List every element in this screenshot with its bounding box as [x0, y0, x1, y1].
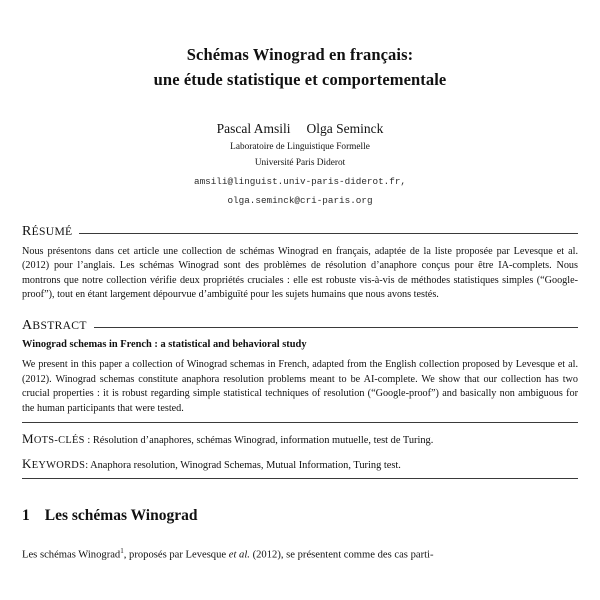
author-email-2: olga.seminck@cri-paris.org	[227, 195, 373, 206]
keywords-fr-value: Résolution d’anaphores, schémas Winograd, information mutuelle, test de Turing.	[92, 434, 434, 446]
keywords-en	[22, 457, 578, 473]
resume-heading-rule	[79, 233, 578, 234]
title-block	[22, 0, 578, 92]
resume-text: Nous présentons dans cet article une collection de schémas Winograd en français, adaptée de la liste proposée par Levesque et al. (2012) pour l’anglais. Les schémas Winograd sont des problèmes de résolution d’anaphore conçus pour être IA-complets. Nous montrons que notre collection vérifie deux propriétés cruciales : elle est robuste vis-à-vis de méthodes statistiques simples (“Google-proof”), tout en étant largement dépourvue d’ambiguïté pour les sujets humains que nous avons testés.	[22, 246, 578, 300]
page-title-line-1: Schémas Winograd en français:	[186, 45, 414, 64]
abstract-heading-label	[22, 318, 87, 334]
abstract-heading-initial: A	[22, 318, 33, 334]
keywords-en-value: Anaphora resolution, Winograd Schemas, Mutual Information, Turing test.	[90, 459, 401, 471]
affiliation-line-1: Laboratoire de Linguistique Formelle	[230, 142, 370, 152]
keywords-en-separator: :	[85, 459, 91, 471]
section-1-paragraph-part-3: (2012), se présentent comme des cas parti-	[249, 549, 434, 561]
keywords-en-label-initial: K	[22, 455, 32, 471]
author-name-1: Pascal Amsili	[216, 121, 291, 136]
resume-heading-initial: R	[22, 224, 32, 239]
keywords-fr	[22, 432, 578, 448]
keywords-bottom-rule	[22, 478, 578, 479]
section-1-number: 1	[22, 506, 30, 524]
section-1-paragraph-part-2: , proposés par Levesque	[123, 549, 229, 561]
abstract-text: We present in this paper a collection of Winograd schemas in French, adapted from the English collection proposed by Levesque et al. (2012). Winograd schemas constitute anaphora resolution problems meant to be AI-complete. We show that our collection has two crucial properties : it is robust regarding simple statistical techniques of resolution (“Google-proof”) and basically non ambiguous for the human participants that were tested.	[22, 359, 578, 414]
keywords-en-label-rest: EYWORDS	[31, 459, 86, 471]
affiliation-line-2: Université Paris Diderot	[254, 158, 346, 168]
resume-heading-rest: ÉSUMÉ	[31, 225, 73, 238]
section-1-heading	[22, 505, 578, 527]
author-email-1: amsili@linguist.univ-paris-diderot.fr,	[193, 176, 406, 187]
abstract-heading	[22, 318, 578, 334]
resume-heading-label	[22, 224, 72, 240]
keywords-fr-separator: :	[84, 434, 93, 446]
abstract-heading-rest: BSTRACT	[32, 319, 87, 333]
section-1-paragraph-part-1: Les schémas Winograd	[22, 549, 121, 561]
english-title: Winograd schemas in French : a statistical and behavioral study	[22, 339, 307, 351]
keywords-en-label	[22, 455, 86, 471]
section-1-paragraph-italic: et al.	[228, 549, 250, 561]
footnote-marker: 1	[120, 546, 124, 555]
section-1-title: Les schémas Winograd	[44, 506, 198, 524]
resume-heading	[22, 224, 578, 240]
keywords-fr-label-initial: M	[22, 430, 34, 446]
abstract-bottom-rule	[22, 422, 578, 423]
abstract-heading-rule	[94, 327, 578, 328]
section-1-paragraph	[22, 544, 578, 563]
page-title-line-2: une étude statistique et comportementale	[153, 70, 447, 89]
keywords-fr-label	[22, 430, 85, 446]
author-names	[22, 119, 578, 138]
author-block	[22, 119, 578, 208]
author-name-2: Olga Seminck	[306, 121, 384, 136]
keywords-fr-label-rest: OTS-CLÉS	[33, 434, 85, 446]
